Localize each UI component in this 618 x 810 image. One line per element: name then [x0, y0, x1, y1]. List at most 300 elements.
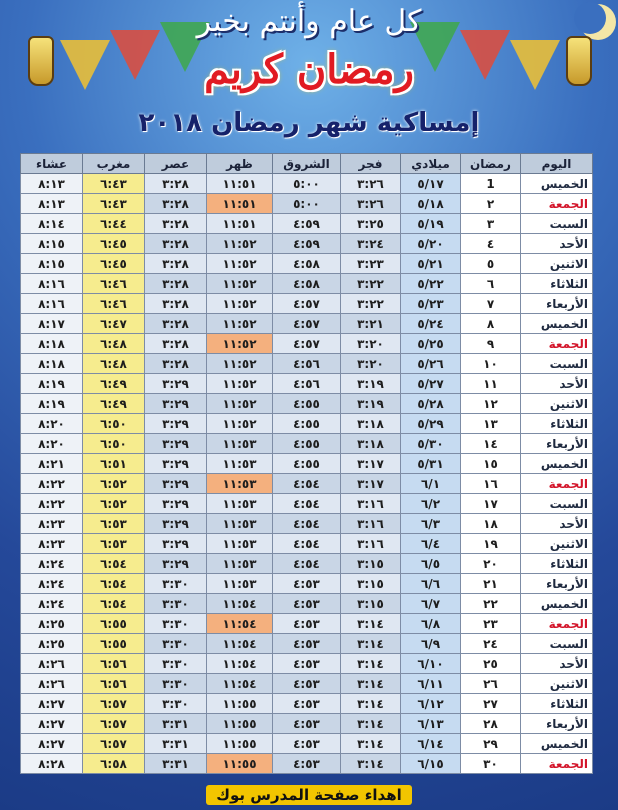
footer-credit [0, 786, 618, 804]
cell-shuruq: ٥:٠٠ [273, 174, 341, 194]
cell-isha: ٨:١٥ [21, 234, 83, 254]
cell-greg: ٦/١٠ [401, 654, 461, 674]
cell-isha: ٨:١٦ [21, 294, 83, 314]
cell-maghrib: ٦:٤٨ [83, 334, 145, 354]
cell-dhuhr: ١١:٥٤ [207, 654, 273, 674]
table-row [21, 214, 593, 234]
cell-greg: ٦/٥ [401, 554, 461, 574]
cell-fajr: ٣:٢١ [341, 314, 401, 334]
cell-fajr: ٣:٢٢ [341, 274, 401, 294]
cell-day: الخميس [521, 734, 593, 754]
cell-dhuhr: ١١:٥٣ [207, 534, 273, 554]
cell-asr: ٣:٣١ [145, 714, 207, 734]
cell-isha: ٨:١٣ [21, 194, 83, 214]
cell-fajr: ٣:٢٢ [341, 294, 401, 314]
cell-rnum: ٢ [461, 194, 521, 214]
cell-rnum: ٢٨ [461, 714, 521, 734]
cell-isha: ٨:١٦ [21, 274, 83, 294]
cell-greg: ٥/١٧ [401, 174, 461, 194]
cell-isha: ٨:١٣ [21, 174, 83, 194]
cell-shuruq: ٤:٥٧ [273, 294, 341, 314]
table-row [21, 294, 593, 314]
cell-fajr: ٣:١٤ [341, 614, 401, 634]
cell-fajr: ٣:١٧ [341, 454, 401, 474]
cell-asr: ٣:٢٩ [145, 554, 207, 574]
cell-day: السبت [521, 634, 593, 654]
cell-dhuhr: ١١:٥٢ [207, 314, 273, 334]
cell-dhuhr: ١١:٥٣ [207, 574, 273, 594]
cell-asr: ٣:٢٩ [145, 434, 207, 454]
cell-shuruq: ٤:٥٥ [273, 434, 341, 454]
cell-greg: ٥/١٨ [401, 194, 461, 214]
cell-day: الثلاثاء [521, 414, 593, 434]
cell-isha: ٨:٢٥ [21, 634, 83, 654]
table-row [21, 414, 593, 434]
cell-greg: ٥/٢٥ [401, 334, 461, 354]
cell-rnum: ٩ [461, 334, 521, 354]
cell-isha: ٨:٢٨ [21, 754, 83, 774]
cell-asr: ٣:٣٠ [145, 574, 207, 594]
cell-rnum: ١٤ [461, 434, 521, 454]
cell-fajr: ٣:٢٠ [341, 334, 401, 354]
table-row [21, 394, 593, 414]
cell-fajr: ٣:٢٦ [341, 194, 401, 214]
table-row [21, 314, 593, 334]
footer-text: اهداء صفحة المدرس بوك [206, 785, 412, 805]
cell-asr: ٣:٢٩ [145, 494, 207, 514]
table-row [21, 354, 593, 374]
cell-maghrib: ٦:٥٣ [83, 534, 145, 554]
cell-day: الأحد [521, 374, 593, 394]
cell-dhuhr: ١١:٥٣ [207, 474, 273, 494]
cell-shuruq: ٤:٥٤ [273, 554, 341, 574]
cell-rnum: ٢٥ [461, 654, 521, 674]
cell-greg: ٦/٨ [401, 614, 461, 634]
cell-day: الجمعة [521, 474, 593, 494]
cell-shuruq: ٤:٥٣ [273, 574, 341, 594]
cell-isha: ٨:١٩ [21, 374, 83, 394]
cell-fajr: ٣:٢٠ [341, 354, 401, 374]
table-row [21, 634, 593, 654]
table-row [21, 434, 593, 454]
cell-greg: ٥/٢٣ [401, 294, 461, 314]
cell-day: الاثنين [521, 394, 593, 414]
cell-greg: ٦/٢ [401, 494, 461, 514]
cell-isha: ٨:١٥ [21, 254, 83, 274]
table-row [21, 234, 593, 254]
cell-isha: ٨:٢٧ [21, 694, 83, 714]
col-header-asr: عصر [145, 154, 207, 174]
table-row [21, 554, 593, 574]
cell-rnum: ١٦ [461, 474, 521, 494]
cell-dhuhr: ١١:٥١ [207, 214, 273, 234]
cell-shuruq: ٤:٥٤ [273, 474, 341, 494]
cell-shuruq: ٤:٥٨ [273, 254, 341, 274]
table-row [21, 614, 593, 634]
cell-greg: ٦/١١ [401, 674, 461, 694]
cell-asr: ٣:٣١ [145, 754, 207, 774]
cell-shuruq: ٤:٥٩ [273, 214, 341, 234]
cell-shuruq: ٤:٥٣ [273, 734, 341, 754]
cell-day: الاثنين [521, 534, 593, 554]
cell-day: الاثنين [521, 254, 593, 274]
cell-isha: ٨:٢٦ [21, 674, 83, 694]
cell-maghrib: ٦:٥٤ [83, 594, 145, 614]
cell-asr: ٣:٢٩ [145, 454, 207, 474]
cell-greg: ٥/٢٢ [401, 274, 461, 294]
cell-shuruq: ٤:٥٣ [273, 694, 341, 714]
cell-fajr: ٣:٢٦ [341, 174, 401, 194]
cell-maghrib: ٦:٥٧ [83, 714, 145, 734]
cell-greg: ٥/٢٩ [401, 414, 461, 434]
cell-fajr: ٣:١٤ [341, 754, 401, 774]
cell-greg: ٥/٢٤ [401, 314, 461, 334]
cell-maghrib: ٦:٥٦ [83, 674, 145, 694]
col-header-isha: عشاء [21, 154, 83, 174]
cell-rnum: ٢٤ [461, 634, 521, 654]
cell-asr: ٣:٢٨ [145, 354, 207, 374]
cell-greg: ٦/٣ [401, 514, 461, 534]
cell-asr: ٣:٣١ [145, 734, 207, 754]
cell-day: الثلاثاء [521, 554, 593, 574]
cell-dhuhr: ١١:٥٢ [207, 294, 273, 314]
cell-dhuhr: ١١:٥٥ [207, 734, 273, 754]
cell-fajr: ٣:١٦ [341, 534, 401, 554]
table-row [21, 334, 593, 354]
cell-greg: ٦/٦ [401, 574, 461, 594]
cell-maghrib: ٦:٥٢ [83, 494, 145, 514]
cell-shuruq: ٤:٥٥ [273, 414, 341, 434]
cell-isha: ٨:٢١ [21, 454, 83, 474]
cell-rnum: ١٥ [461, 454, 521, 474]
table-row [21, 674, 593, 694]
cell-asr: ٣:٢٨ [145, 274, 207, 294]
ramadan-kareem-title: رمضان كريم [204, 46, 414, 93]
cell-shuruq: ٤:٥٤ [273, 494, 341, 514]
cell-asr: ٣:٢٩ [145, 394, 207, 414]
cell-asr: ٣:٣٠ [145, 594, 207, 614]
cell-greg: ٦/١٤ [401, 734, 461, 754]
cell-day: الخميس [521, 314, 593, 334]
cell-rnum: ١٩ [461, 534, 521, 554]
table-row [21, 454, 593, 474]
cell-fajr: ٣:١٩ [341, 374, 401, 394]
cell-fajr: ٣:١٤ [341, 734, 401, 754]
cell-dhuhr: ١١:٥٢ [207, 234, 273, 254]
cell-isha: ٨:٢٥ [21, 614, 83, 634]
cell-asr: ٣:٢٩ [145, 474, 207, 494]
table-row [21, 754, 593, 774]
cell-shuruq: ٤:٥٧ [273, 314, 341, 334]
cell-rnum: ٤ [461, 234, 521, 254]
cell-maghrib: ٦:٤٩ [83, 394, 145, 414]
cell-isha: ٨:١٤ [21, 214, 83, 234]
cell-isha: ٨:٢٠ [21, 414, 83, 434]
cell-greg: ٦/٤ [401, 534, 461, 554]
cell-day: الخميس [521, 454, 593, 474]
cell-greg: ٥/١٩ [401, 214, 461, 234]
cell-dhuhr: ١١:٥٤ [207, 594, 273, 614]
cell-greg: ٥/٢١ [401, 254, 461, 274]
table-row [21, 514, 593, 534]
cell-maghrib: ٦:٥٧ [83, 734, 145, 754]
cell-rnum: ٢٧ [461, 694, 521, 714]
page-title: إمساكية شهر رمضان ٢٠١٨ [138, 108, 480, 138]
cell-day: الأربعاء [521, 714, 593, 734]
cell-day: الخميس [521, 594, 593, 614]
cell-shuruq: ٤:٥٥ [273, 394, 341, 414]
cell-rnum: ٢٦ [461, 674, 521, 694]
cell-day: الأربعاء [521, 434, 593, 454]
cell-dhuhr: ١١:٥٣ [207, 514, 273, 534]
cell-maghrib: ٦:٤٧ [83, 314, 145, 334]
cell-fajr: ٣:١٧ [341, 474, 401, 494]
cell-rnum: ٨ [461, 314, 521, 334]
cell-shuruq: ٤:٥٣ [273, 674, 341, 694]
cell-dhuhr: ١١:٥٣ [207, 494, 273, 514]
cell-fajr: ٣:١٤ [341, 634, 401, 654]
cell-asr: ٣:٢٨ [145, 194, 207, 214]
cell-greg: ٥/٢٠ [401, 234, 461, 254]
table-row [21, 274, 593, 294]
cell-rnum: ١٣ [461, 414, 521, 434]
cell-isha: ٨:٢٧ [21, 734, 83, 754]
cell-asr: ٣:٢٩ [145, 374, 207, 394]
col-header-dhuhr: ظهر [207, 154, 273, 174]
cell-maghrib: ٦:٤٤ [83, 214, 145, 234]
cell-isha: ٨:٢٣ [21, 534, 83, 554]
cell-maghrib: ٦:٤٣ [83, 194, 145, 214]
greeting-text: كل عام وأنتم بخير [196, 4, 422, 39]
cell-asr: ٣:٢٨ [145, 174, 207, 194]
cell-isha: ٨:٢٢ [21, 474, 83, 494]
cell-asr: ٣:٢٨ [145, 254, 207, 274]
cell-dhuhr: ١١:٥٣ [207, 554, 273, 574]
cell-rnum: ٢٢ [461, 594, 521, 614]
cell-greg: ٦/٩ [401, 634, 461, 654]
cell-maghrib: ٦:٥٤ [83, 574, 145, 594]
cell-maghrib: ٦:٥٤ [83, 554, 145, 574]
cell-dhuhr: ١١:٥٤ [207, 614, 273, 634]
cell-day: الثلاثاء [521, 694, 593, 714]
cell-shuruq: ٤:٥٦ [273, 354, 341, 374]
cell-fajr: ٣:١٥ [341, 554, 401, 574]
cell-rnum: ٢٣ [461, 614, 521, 634]
cell-asr: ٣:٣٠ [145, 654, 207, 674]
cell-dhuhr: ١١:٥١ [207, 194, 273, 214]
cell-asr: ٣:٣٠ [145, 634, 207, 654]
cell-rnum: ٣ [461, 214, 521, 234]
table-header-row [21, 154, 593, 174]
cell-greg: ٦/١٢ [401, 694, 461, 714]
cell-maghrib: ٦:٥١ [83, 454, 145, 474]
cell-shuruq: ٤:٥٣ [273, 654, 341, 674]
cell-maghrib: ٦:٥٥ [83, 614, 145, 634]
cell-day: الأربعاء [521, 574, 593, 594]
cell-dhuhr: ١١:٥٥ [207, 714, 273, 734]
cell-asr: ٣:٢٩ [145, 414, 207, 434]
cell-asr: ٣:٢٨ [145, 234, 207, 254]
cell-maghrib: ٦:٥٧ [83, 694, 145, 714]
cell-day: الأحد [521, 514, 593, 534]
cell-greg: ٥/٣١ [401, 454, 461, 474]
cell-shuruq: ٤:٥٣ [273, 714, 341, 734]
cell-rnum: 1 [461, 174, 521, 194]
table-row [21, 534, 593, 554]
cell-day: الاثنين [521, 674, 593, 694]
cell-asr: ٣:٢٨ [145, 214, 207, 234]
cell-asr: ٣:٢٩ [145, 514, 207, 534]
cell-day: الأربعاء [521, 294, 593, 314]
cell-dhuhr: ١١:٥٢ [207, 374, 273, 394]
cell-shuruq: ٤:٥٧ [273, 334, 341, 354]
cell-rnum: ١٢ [461, 394, 521, 414]
cell-day: الجمعة [521, 614, 593, 634]
cell-isha: ٨:٢٤ [21, 554, 83, 574]
cell-maghrib: ٦:٤٦ [83, 274, 145, 294]
cell-shuruq: ٤:٥٥ [273, 454, 341, 474]
cell-fajr: ٣:١٤ [341, 694, 401, 714]
cell-isha: ٨:٢٤ [21, 574, 83, 594]
cell-day: السبت [521, 354, 593, 374]
cell-fajr: ٣:٢٥ [341, 214, 401, 234]
cell-maghrib: ٦:٥٦ [83, 654, 145, 674]
cell-asr: ٣:٢٩ [145, 534, 207, 554]
table-row [21, 494, 593, 514]
cell-shuruq: ٥:٠٠ [273, 194, 341, 214]
col-header-day: اليوم [521, 154, 593, 174]
cell-dhuhr: ١١:٥٢ [207, 274, 273, 294]
cell-dhuhr: ١١:٥٣ [207, 454, 273, 474]
cell-dhuhr: ١١:٥٣ [207, 434, 273, 454]
cell-rnum: ١٧ [461, 494, 521, 514]
cell-dhuhr: ١١:٥١ [207, 174, 273, 194]
cell-rnum: ١٨ [461, 514, 521, 534]
cell-day: السبت [521, 494, 593, 514]
cell-fajr: ٣:١٤ [341, 654, 401, 674]
cell-fajr: ٣:١٦ [341, 494, 401, 514]
cell-dhuhr: ١١:٥٥ [207, 754, 273, 774]
table-row [21, 374, 593, 394]
cell-fajr: ٣:١٥ [341, 574, 401, 594]
cell-dhuhr: ١١:٥٢ [207, 334, 273, 354]
cell-isha: ٨:٢٦ [21, 654, 83, 674]
cell-greg: ٥/٢٧ [401, 374, 461, 394]
cell-day: الأحد [521, 234, 593, 254]
cell-day: السبت [521, 214, 593, 234]
cell-fajr: ٣:١٨ [341, 414, 401, 434]
cell-shuruq: ٤:٥٤ [273, 514, 341, 534]
cell-maghrib: ٦:٤٩ [83, 374, 145, 394]
col-header-gregorian: ميلادي [401, 154, 461, 174]
cell-day: الأحد [521, 654, 593, 674]
cell-rnum: ٥ [461, 254, 521, 274]
cell-maghrib: ٦:٥٠ [83, 414, 145, 434]
cell-rnum: ١٠ [461, 354, 521, 374]
cell-shuruq: ٤:٥٦ [273, 374, 341, 394]
cell-asr: ٣:٢٨ [145, 294, 207, 314]
cell-day: الجمعة [521, 194, 593, 214]
table-row [21, 574, 593, 594]
cell-day: الخميس [521, 174, 593, 194]
cell-shuruq: ٤:٥٣ [273, 634, 341, 654]
cell-shuruq: ٤:٥٩ [273, 234, 341, 254]
cell-isha: ٨:١٧ [21, 314, 83, 334]
cell-maghrib: ٦:٥٥ [83, 634, 145, 654]
table-row [21, 254, 593, 274]
cell-maghrib: ٦:٤٥ [83, 254, 145, 274]
cell-fajr: ٣:٢٣ [341, 254, 401, 274]
cell-greg: ٥/٢٦ [401, 354, 461, 374]
cell-isha: ٨:١٨ [21, 354, 83, 374]
cell-isha: ٨:١٩ [21, 394, 83, 414]
table-row [21, 194, 593, 214]
cell-day: الجمعة [521, 334, 593, 354]
cell-fajr: ٣:١٩ [341, 394, 401, 414]
cell-rnum: ٢١ [461, 574, 521, 594]
cell-dhuhr: ١١:٥٥ [207, 694, 273, 714]
cell-maghrib: ٦:٥٢ [83, 474, 145, 494]
cell-isha: ٨:٢٠ [21, 434, 83, 454]
cell-dhuhr: ١١:٥٢ [207, 414, 273, 434]
cell-shuruq: ٤:٥٣ [273, 754, 341, 774]
cell-greg: ٦/١٣ [401, 714, 461, 734]
cell-dhuhr: ١١:٥٢ [207, 394, 273, 414]
cell-rnum: ٧ [461, 294, 521, 314]
cell-greg: ٦/١٥ [401, 754, 461, 774]
cell-isha: ٨:٢٢ [21, 494, 83, 514]
table-row [21, 174, 593, 194]
col-header-fajr: فجر [341, 154, 401, 174]
cell-greg: ٥/٣٠ [401, 434, 461, 454]
col-header-ramadan: رمضان [461, 154, 521, 174]
cell-fajr: ٣:١٤ [341, 674, 401, 694]
cell-rnum: ٢٠ [461, 554, 521, 574]
cell-maghrib: ٦:٥٠ [83, 434, 145, 454]
cell-asr: ٣:٢٨ [145, 314, 207, 334]
cell-rnum: ٢٩ [461, 734, 521, 754]
table-row [21, 654, 593, 674]
col-header-shuruq: الشروق [273, 154, 341, 174]
cell-fajr: ٣:١٤ [341, 714, 401, 734]
cell-shuruq: ٤:٥٣ [273, 614, 341, 634]
table-row [21, 694, 593, 714]
cell-dhuhr: ١١:٥٤ [207, 674, 273, 694]
cell-greg: ٥/٢٨ [401, 394, 461, 414]
cell-asr: ٣:٣٠ [145, 614, 207, 634]
cell-asr: ٣:٣٠ [145, 674, 207, 694]
cell-isha: ٨:١٨ [21, 334, 83, 354]
cell-fajr: ٣:١٦ [341, 514, 401, 534]
cell-isha: ٨:٢٣ [21, 514, 83, 534]
cell-shuruq: ٤:٥٨ [273, 274, 341, 294]
cell-fajr: ٣:١٨ [341, 434, 401, 454]
cell-isha: ٨:٢٧ [21, 714, 83, 734]
cell-rnum: ٦ [461, 274, 521, 294]
table-row [21, 474, 593, 494]
cell-maghrib: ٦:٤٨ [83, 354, 145, 374]
cell-maghrib: ٦:٤٥ [83, 234, 145, 254]
cell-maghrib: ٦:٥٣ [83, 514, 145, 534]
imsakiya-table [20, 153, 593, 774]
cell-isha: ٨:٢٤ [21, 594, 83, 614]
cell-asr: ٣:٢٨ [145, 334, 207, 354]
cell-maghrib: ٦:٤٣ [83, 174, 145, 194]
cell-maghrib: ٦:٤٦ [83, 294, 145, 314]
cell-fajr: ٣:١٥ [341, 594, 401, 614]
cell-day: الثلاثاء [521, 274, 593, 294]
cell-shuruq: ٤:٥٤ [273, 534, 341, 554]
